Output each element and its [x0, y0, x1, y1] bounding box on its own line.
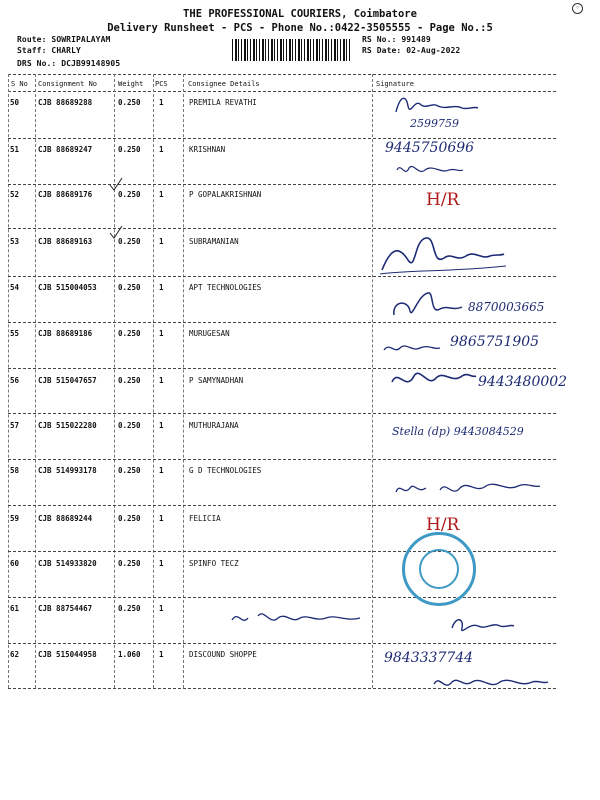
row-consignment: CJB 88754467: [38, 604, 93, 613]
document-title: THE PROFESSIONAL COURIERS, Coimbatore: [183, 8, 417, 20]
handwritten-phone: 2599759: [410, 117, 459, 130]
header-sno: S No: [11, 80, 28, 88]
table-top-rule: [8, 74, 556, 75]
row-divider: [8, 459, 556, 460]
tamil-handwriting-scribble: [228, 606, 368, 630]
row-pcs: 1: [159, 559, 164, 568]
document-subtitle: Delivery Runsheet - PCS - Phone No.:0422-3505555 - Page No.:5: [107, 22, 493, 34]
header-consignee: Consignee Details: [188, 80, 260, 88]
row-pcs: 1: [159, 466, 164, 475]
row-consignment: CJB 515044958: [38, 650, 97, 659]
row-sno: 62: [10, 650, 20, 659]
row-weight: 0.250: [118, 283, 141, 292]
signature-scribble: [448, 612, 518, 642]
row-pcs: 1: [159, 283, 164, 292]
row-consignment: CJB 88689288: [38, 98, 93, 107]
row-consignment: CJB 88689247: [38, 145, 93, 154]
row-divider: [8, 597, 556, 598]
header-pcs: PCS: [155, 80, 168, 88]
signature-scribble: [392, 474, 542, 502]
row-weight: 1.060: [118, 650, 141, 659]
signature-scribble: [392, 92, 482, 120]
row-weight: 0.250: [118, 98, 141, 107]
row-sno: 58: [10, 466, 20, 475]
row-pcs: 1: [159, 650, 164, 659]
row-consignment: CJB 88689176: [38, 190, 93, 199]
row-divider: [8, 413, 556, 414]
row-sno: 54: [10, 283, 20, 292]
row-consignee: PREMILA REVATHI: [189, 98, 257, 107]
row-pcs: 1: [159, 514, 164, 523]
row-sno: 55: [10, 329, 20, 338]
row-pcs: 1: [159, 329, 164, 338]
row-consignment: CJB 88689244: [38, 514, 93, 523]
row-weight: 0.250: [118, 190, 141, 199]
row-consignee: P GOPALAKRISHNAN: [189, 190, 262, 199]
row-weight: 0.250: [118, 376, 141, 385]
row-consignee: MURUGESAN: [189, 329, 230, 338]
row-consignment: CJB 88689163: [38, 237, 93, 246]
row-sno: 56: [10, 376, 20, 385]
hr-mark: H/R: [426, 190, 460, 210]
row-consignment: CJB 515022280: [38, 421, 97, 430]
row-sno: 52: [10, 190, 20, 199]
rs-number: RS No.: 991489: [362, 35, 431, 44]
row-divider: [8, 228, 556, 229]
col-divider-consignee: [372, 74, 373, 688]
tick-mark-icon: [108, 224, 124, 240]
row-pcs: 1: [159, 145, 164, 154]
row-weight: 0.250: [118, 421, 141, 430]
row-divider: [8, 184, 556, 185]
row-consignee: APT TECHNOLOGIES: [189, 283, 262, 292]
row-divider: [8, 505, 556, 506]
signature-scribble: [388, 362, 478, 398]
row-consignment: CJB 514933820: [38, 559, 97, 568]
row-consignment: CJB 515004053: [38, 283, 97, 292]
rs-date: RS Date: 02-Aug-2022: [362, 46, 461, 55]
row-pcs: 1: [159, 421, 164, 430]
handwritten-phone: 9445750696: [385, 140, 475, 156]
signature-scribble: [430, 670, 550, 696]
row-consignee: MUTHURAJANA: [189, 421, 239, 430]
row-sno: 51: [10, 145, 20, 154]
header-weight: Weight: [118, 80, 144, 88]
row-divider: [8, 643, 556, 644]
row-consignee: KRISHNAN: [189, 145, 226, 154]
page-corner-mark: ◦: [572, 3, 583, 14]
staff-label: Staff: CHARLY: [17, 46, 81, 55]
handwritten-phone: 9843337744: [384, 650, 474, 666]
handwritten-phone: 9865751905: [450, 334, 540, 350]
barcode: [232, 39, 352, 61]
row-sno: 60: [10, 559, 20, 568]
col-divider-pcs: [183, 74, 184, 688]
signature-scribble: [382, 338, 442, 358]
row-consignment: CJB 88689186: [38, 329, 93, 338]
row-sno: 50: [10, 98, 20, 107]
col-divider-sno: [35, 74, 36, 688]
row-weight: 0.250: [118, 329, 141, 338]
row-pcs: 1: [159, 604, 164, 613]
row-divider: [8, 138, 556, 139]
row-consignment: CJB 515047657: [38, 376, 97, 385]
handwritten-phone: 9443480002: [478, 374, 568, 390]
row-divider: [8, 322, 556, 323]
row-pcs: 1: [159, 376, 164, 385]
row-weight: 0.250: [118, 559, 141, 568]
row-consignee: DISCOUND SHOPPE: [189, 650, 257, 659]
row-pcs: 1: [159, 190, 164, 199]
row-weight: 0.250: [118, 514, 141, 523]
row-weight: 0.250: [118, 237, 141, 246]
tick-mark-icon: [108, 176, 124, 192]
header-consignment: Consignment No: [38, 80, 98, 88]
table-left-border: [8, 74, 9, 688]
row-consignee: G D TECHNOLOGIES: [189, 466, 262, 475]
row-consignee: SPINFO TECZ: [189, 559, 239, 568]
row-consignee: FELICIA: [189, 514, 221, 523]
row-weight: 0.250: [118, 145, 141, 154]
hr-mark: H/R: [426, 515, 460, 535]
row-pcs: 1: [159, 237, 164, 246]
row-sno: 53: [10, 237, 20, 246]
col-divider-weight: [153, 74, 154, 688]
col-divider-consignment: [114, 74, 115, 688]
handwritten-note: Stella (dp) 9443084529: [392, 425, 524, 438]
row-consignee: P SAMYNADHAN: [189, 376, 244, 385]
header-signature: Signature: [376, 80, 414, 88]
row-sno: 59: [10, 514, 20, 523]
row-divider: [8, 551, 556, 552]
row-consignee: SUBRAMANIAN: [189, 237, 239, 246]
row-weight: 0.250: [118, 604, 141, 613]
row-weight: 0.250: [118, 466, 141, 475]
handwritten-phone: 8870003665: [468, 300, 545, 314]
courier-stamp-seal: [402, 532, 476, 606]
row-pcs: 1: [159, 98, 164, 107]
row-sno: 61: [10, 604, 20, 613]
drs-number: DRS No.: DCJB99148905: [17, 59, 121, 68]
signature-scribble: [388, 285, 468, 325]
row-sno: 57: [10, 421, 20, 430]
signature-scribble: [395, 160, 465, 180]
route-label: Route: SOWRIPALAYAM: [17, 35, 111, 44]
signature-scribble: [378, 230, 508, 280]
row-consignment: CJB 514993178: [38, 466, 97, 475]
